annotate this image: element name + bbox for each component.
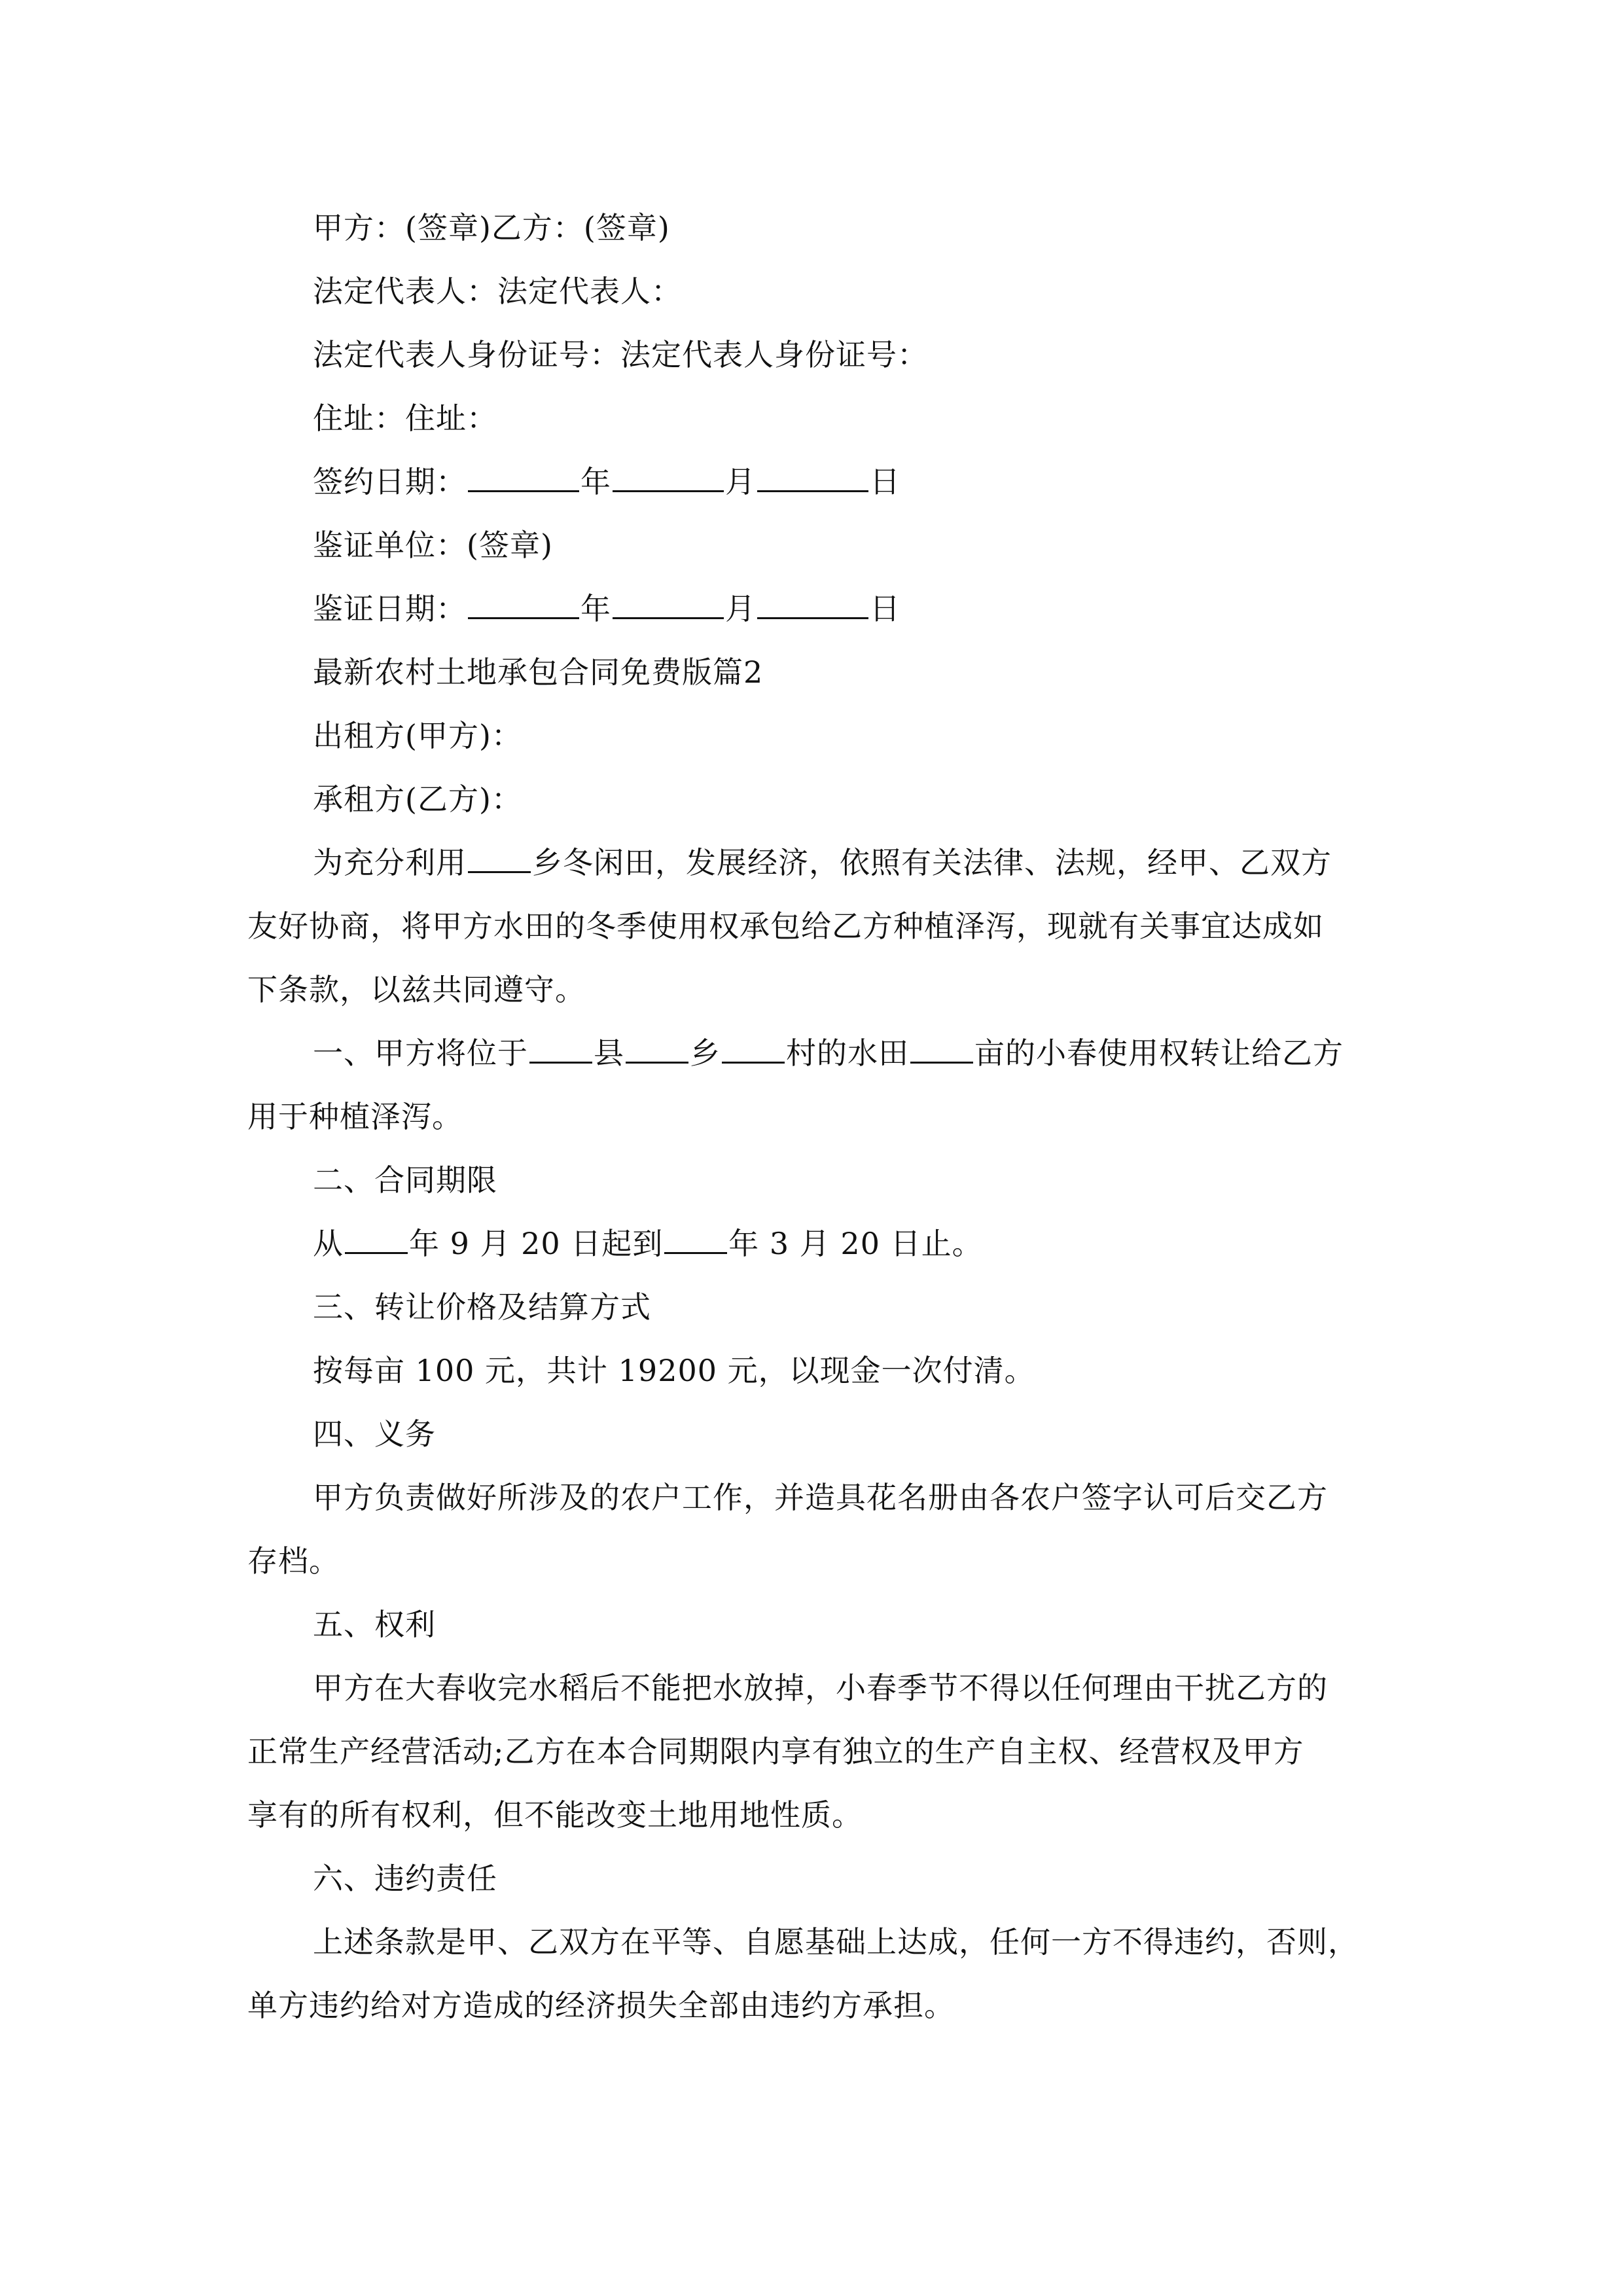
clause-5-line-3: 享有的所有权利，但不能改变土地用地性质。 [247, 1797, 863, 1833]
party-a-signature: 甲方：(签章) [313, 210, 491, 245]
day-label: 日 [870, 591, 901, 626]
year-blank [468, 592, 579, 619]
clause-5-line-2: 正常生产经营活动;乙方在本合同期限内享有独立的生产自主权、经营权及甲方 [247, 1734, 1304, 1769]
clause-2-heading: 二、合同期限 [313, 1162, 497, 1198]
day-label: 日 [870, 464, 901, 499]
clause-1-line-2: 用于种植泽泻。 [247, 1099, 463, 1134]
clause-5-line-1: 甲方在大春收完水稻后不能把水放掉，小春季节不得以任何理由干扰乙方的 [313, 1670, 1328, 1706]
verification-date-label: 鉴证日期： [313, 591, 467, 626]
township-blank [468, 846, 531, 873]
day-blank [757, 592, 868, 619]
clause-4-line-2: 存档。 [247, 1543, 340, 1579]
clause-3-heading: 三、转让价格及结算方式 [313, 1289, 651, 1325]
clause-6-line-1: 上述条款是甲、乙双方在平等、自愿基础上达成，任何一方不得违约，否则， [313, 1924, 1359, 1960]
party-a-address: 住址： [313, 401, 405, 436]
verification-unit-line [247, 514, 1376, 577]
day-blank [757, 465, 868, 492]
month-blank [613, 465, 724, 492]
year-label: 年 [580, 464, 611, 499]
verification-date-line [247, 577, 1376, 641]
end-year-blank [664, 1227, 727, 1254]
clause-text: 乡 [690, 1035, 721, 1071]
party-b-representative-id: 法定代表人身份证号： [620, 337, 928, 372]
address-line [247, 387, 1376, 450]
lessee-line: 承租方(乙方)： [313, 781, 522, 817]
clause-4-heading: 四、义务 [313, 1416, 436, 1452]
year-label: 年 [580, 591, 611, 626]
clause-2-text [247, 1212, 1376, 1276]
clause-text: 年 3 月 20 日止。 [728, 1226, 983, 1261]
signing-date-label: 签约日期： [313, 464, 467, 499]
county-blank [529, 1037, 592, 1064]
clause-1-line-1 [247, 1022, 1376, 1085]
clause-6-heading: 六、违约责任 [313, 1861, 497, 1896]
intro-line-1 [247, 831, 1376, 895]
village-blank [722, 1037, 785, 1064]
party-a-representative: 法定代表人： [313, 274, 497, 309]
year-blank [468, 465, 579, 492]
clause-text: 县 [594, 1035, 624, 1071]
clause-text: 亩的小春使用权转让给乙方 [974, 1035, 1344, 1071]
clause-text: 一、甲方将位于 [313, 1035, 528, 1071]
month-label: 月 [725, 591, 756, 626]
representative-id-line [247, 323, 1376, 387]
contract-title: 最新农村土地承包合同免费版篇2 [313, 655, 764, 690]
party-a-representative-id: 法定代表人身份证号： [313, 337, 620, 372]
intro-line-2: 友好协商，将甲方水田的冬季使用权承包给乙方种植泽泻，现就有关事宜达成如 [247, 908, 1324, 944]
start-year-blank [345, 1227, 408, 1254]
party-b-signature: 乙方：(签章) [491, 210, 670, 245]
township-blank [626, 1037, 688, 1064]
clause-text: 村的水田 [786, 1035, 909, 1071]
acreage-blank [910, 1037, 973, 1064]
clause-6-line-2: 单方违约给对方造成的经济损失全部由违约方承担。 [247, 1988, 955, 2023]
month-label: 月 [725, 464, 756, 499]
intro-line-3: 下条款，以兹共同遵守。 [247, 972, 586, 1007]
clause-text: 从 [313, 1226, 344, 1261]
intro-text: 乡冬闲田，发展经济，依照有关法律、法规，经甲、乙双方 [532, 845, 1332, 880]
legal-representative-line [247, 260, 1376, 323]
document-body [247, 196, 1376, 2037]
party-b-address: 住址： [405, 401, 497, 436]
intro-text: 为充分利用 [313, 845, 467, 880]
verification-unit: 鉴证单位：(签章) [313, 528, 553, 563]
signature-party-line [247, 196, 1376, 260]
month-blank [613, 592, 724, 619]
clause-4-line-1: 甲方负责做好所涉及的农户工作，并造具花名册由各农户签字认可后交乙方 [313, 1480, 1328, 1515]
clause-text: 年 9 月 20 日起到 [409, 1226, 664, 1261]
signing-date-line [247, 450, 1376, 514]
party-b-representative: 法定代表人： [497, 274, 682, 309]
lessor-line: 出租方(甲方)： [313, 718, 522, 753]
clause-3-text: 按每亩 100 元，共计 19200 元，以现金一次付清。 [313, 1353, 1035, 1388]
clause-5-heading: 五、权利 [313, 1607, 436, 1642]
